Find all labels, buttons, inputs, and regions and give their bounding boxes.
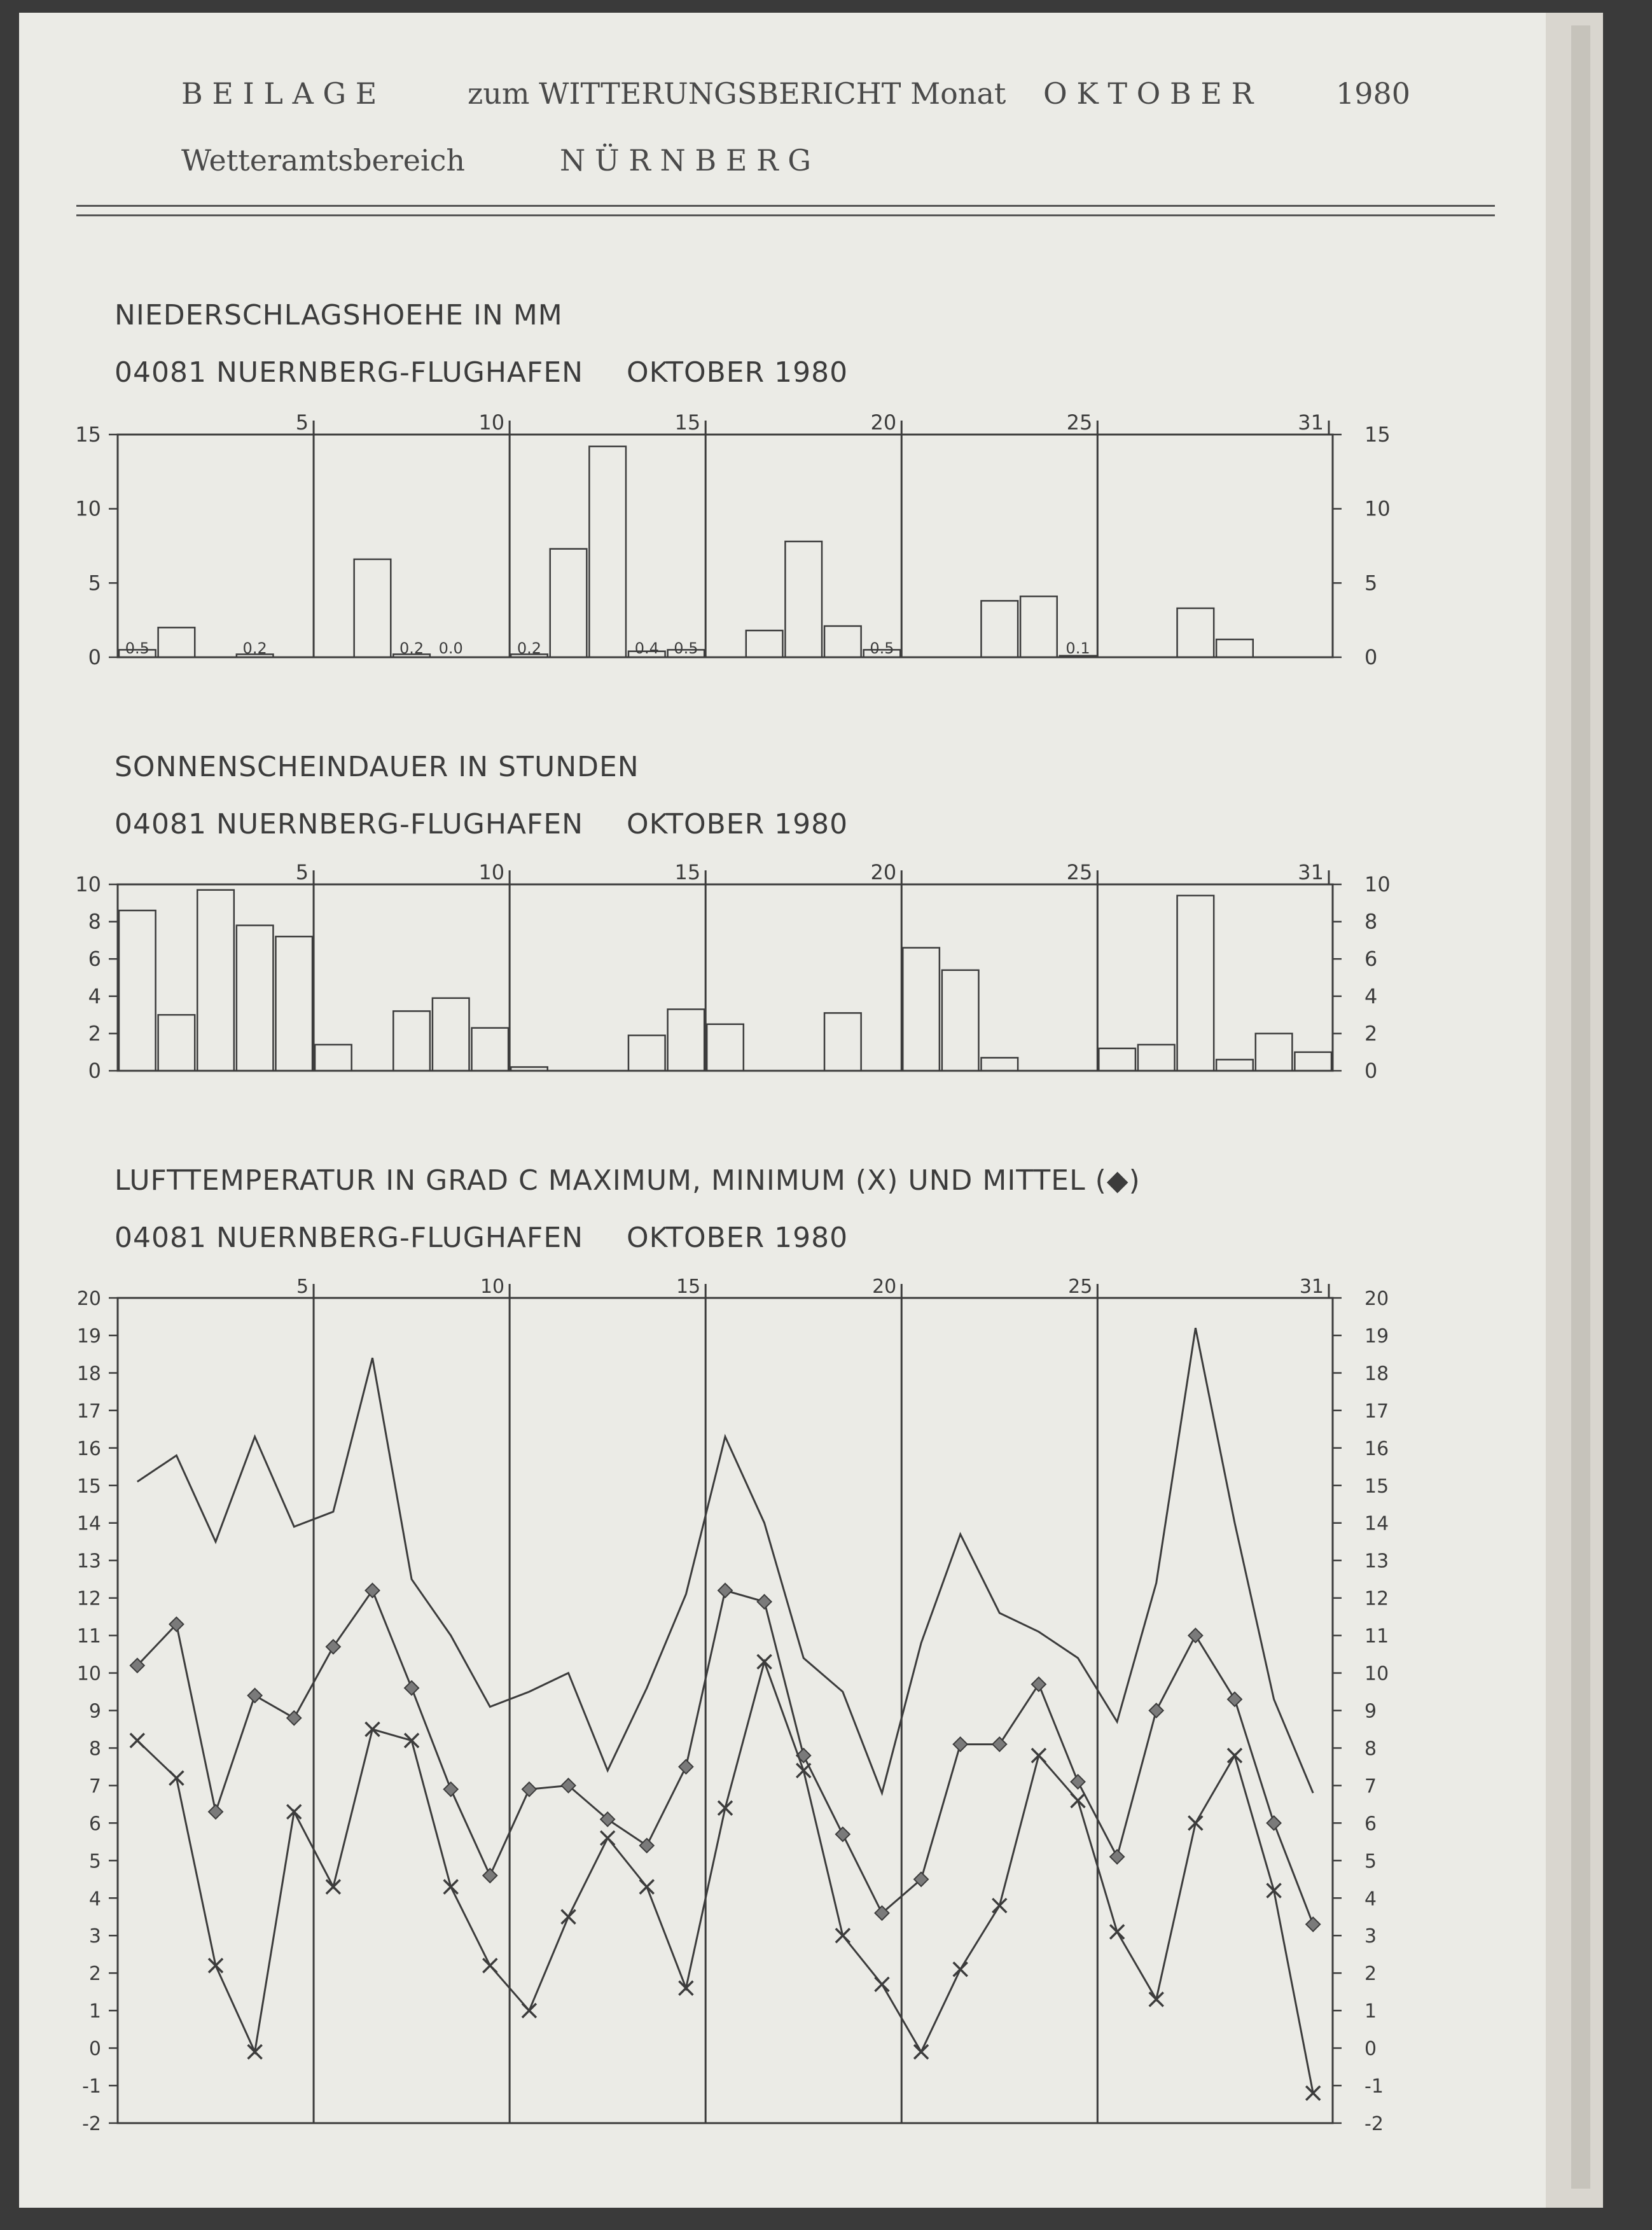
y-tick-label-left: 13 bbox=[76, 1550, 101, 1573]
sunshine-station: 04081 NUERNBERG-FLUGHAFEN bbox=[115, 808, 584, 840]
point-minimum-day-7 bbox=[365, 1722, 379, 1736]
bar-day-29 bbox=[1216, 1059, 1253, 1071]
bar-day-17 bbox=[746, 631, 783, 657]
point-mittel-day-31 bbox=[1306, 1918, 1320, 1932]
point-mittel-day-14 bbox=[640, 1839, 654, 1853]
x-tick-label-20: 20 bbox=[870, 410, 897, 435]
y-tick-label-right: 5 bbox=[1364, 571, 1378, 596]
point-mittel-day-15 bbox=[679, 1760, 693, 1774]
point-mittel-day-29 bbox=[1228, 1692, 1242, 1706]
y-tick-label-left: 10 bbox=[75, 872, 101, 896]
y-tick-label-left: 4 bbox=[88, 984, 101, 1008]
bar-day-27 bbox=[1138, 1045, 1175, 1071]
point-minimum-day-28 bbox=[1188, 1816, 1202, 1830]
bar-day-23 bbox=[981, 601, 1018, 657]
y-tick-label-right: 0 bbox=[1364, 1059, 1378, 1083]
y-tick-label-left: 2 bbox=[88, 1021, 101, 1046]
x-tick-label-20: 20 bbox=[872, 1276, 897, 1298]
y-tick-label-left: 6 bbox=[88, 1813, 101, 1836]
chart-0-frame bbox=[75, 410, 1390, 669]
y-tick-label-right: 4 bbox=[1364, 984, 1378, 1008]
bar-day-12 bbox=[550, 549, 587, 657]
y-tick-label-left: -1 bbox=[82, 2075, 101, 2098]
y-tick-label-right: 4 bbox=[1364, 1888, 1377, 1911]
point-minimum-day-25 bbox=[1071, 1794, 1085, 1808]
x-tick-label-5: 5 bbox=[295, 860, 309, 884]
y-tick-label-right: 13 bbox=[1364, 1550, 1389, 1573]
y-tick-label-right: 7 bbox=[1364, 1775, 1377, 1798]
y-tick-label-right: 6 bbox=[1364, 947, 1378, 972]
y-tick-label-right: 16 bbox=[1364, 1437, 1389, 1460]
point-minimum-day-13 bbox=[600, 1831, 614, 1845]
point-mittel-day-25 bbox=[1071, 1775, 1085, 1789]
point-mittel-day-26 bbox=[1110, 1850, 1124, 1864]
bar-day-10 bbox=[472, 1028, 509, 1071]
temperature-title: LUFTTEMPERATUR IN GRAD C MAXIMUM, MINIMUM (X) UND MITTEL (◆) bbox=[115, 1164, 1141, 1197]
bar-value-label-day-11: 0.2 bbox=[517, 639, 542, 657]
y-tick-label-right: 14 bbox=[1364, 1512, 1389, 1535]
point-mittel-day-10 bbox=[483, 1869, 497, 1883]
bar-day-8 bbox=[393, 1011, 430, 1071]
y-tick-label-left: 2 bbox=[88, 1963, 101, 1986]
x-tick-label-15: 15 bbox=[676, 1276, 701, 1298]
bar-value-label-day-4: 0.2 bbox=[242, 639, 267, 657]
point-minimum-day-10 bbox=[483, 1958, 497, 1972]
y-tick-label-left: 16 bbox=[76, 1437, 101, 1460]
bar-day-15 bbox=[668, 1009, 705, 1071]
bar-day-4 bbox=[237, 925, 274, 1071]
bar-value-label-day-15: 0.5 bbox=[674, 639, 698, 657]
point-minimum-day-18 bbox=[796, 1764, 810, 1778]
point-minimum-day-19 bbox=[836, 1928, 850, 1942]
point-minimum-day-12 bbox=[562, 1910, 576, 1924]
y-tick-label-left: 10 bbox=[75, 496, 101, 521]
bar-day-28 bbox=[1177, 608, 1214, 657]
bar-value-label-day-20: 0.5 bbox=[870, 639, 894, 657]
bar-day-7 bbox=[354, 559, 391, 657]
bar-day-13 bbox=[589, 447, 626, 657]
bar-day-30 bbox=[1256, 1033, 1293, 1071]
y-tick-label-right: 0 bbox=[1364, 2038, 1377, 2061]
bar-day-11 bbox=[511, 1067, 548, 1071]
y-tick-label-right: 9 bbox=[1364, 1700, 1377, 1723]
x-tick-label-25: 25 bbox=[1068, 1276, 1093, 1298]
point-mittel-day-4 bbox=[248, 1689, 262, 1703]
y-tick-label-left: 3 bbox=[88, 1925, 101, 1948]
x-tick-label-15: 15 bbox=[674, 860, 701, 884]
y-tick-label-left: 6 bbox=[88, 947, 101, 972]
point-mittel-day-30 bbox=[1267, 1816, 1281, 1830]
bar-day-18 bbox=[785, 541, 822, 657]
point-mittel-day-27 bbox=[1149, 1704, 1163, 1718]
temperature-station: 04081 NUERNBERG-FLUGHAFEN bbox=[115, 1222, 584, 1254]
bar-day-31 bbox=[1295, 1052, 1331, 1071]
bar-value-label-day-8: 0.2 bbox=[399, 639, 424, 657]
header-city: N Ü R N B E R G bbox=[560, 143, 812, 178]
point-mittel-day-11 bbox=[522, 1782, 536, 1796]
point-mittel-day-24 bbox=[1032, 1677, 1046, 1691]
x-tick-label-25: 25 bbox=[1066, 410, 1093, 435]
point-mittel-day-28 bbox=[1188, 1629, 1202, 1643]
x-tick-label-31: 31 bbox=[1299, 1276, 1324, 1298]
bar-value-label-day-1: 0.5 bbox=[125, 639, 149, 657]
point-minimum-day-24 bbox=[1032, 1748, 1046, 1762]
y-tick-label-left: 18 bbox=[76, 1362, 101, 1385]
y-tick-label-right: 8 bbox=[1364, 909, 1378, 934]
point-mittel-day-23 bbox=[992, 1738, 1006, 1752]
x-tick-label-10: 10 bbox=[478, 410, 505, 435]
y-tick-label-right: 5 bbox=[1364, 1850, 1377, 1873]
point-mittel-day-3 bbox=[209, 1805, 223, 1819]
bar-day-19 bbox=[824, 1013, 861, 1071]
bar-day-26 bbox=[1099, 1049, 1135, 1071]
point-mittel-day-6 bbox=[326, 1640, 340, 1654]
y-tick-label-right: 15 bbox=[1364, 1475, 1389, 1498]
precip-title: NIEDERSCHLAGSHOEHE IN MM bbox=[115, 299, 563, 331]
y-tick-label-left: 11 bbox=[76, 1625, 101, 1648]
x-tick-label-15: 15 bbox=[674, 410, 701, 435]
chart-1-bars bbox=[119, 890, 1331, 1071]
y-tick-label-left: 7 bbox=[88, 1775, 101, 1798]
point-mittel-day-22 bbox=[954, 1738, 968, 1752]
bar-value-label-day-9: 0.0 bbox=[438, 639, 463, 657]
x-tick-label-20: 20 bbox=[870, 860, 897, 884]
point-minimum-day-23 bbox=[992, 1899, 1006, 1913]
point-minimum-day-6 bbox=[326, 1880, 340, 1894]
bar-day-2 bbox=[158, 1015, 195, 1071]
y-tick-label-right: 20 bbox=[1364, 1288, 1389, 1310]
sunshine-period: OKTOBER 1980 bbox=[627, 808, 849, 840]
point-minimum-day-29 bbox=[1228, 1748, 1242, 1762]
y-tick-label-left: 4 bbox=[88, 1888, 101, 1911]
bar-day-22 bbox=[942, 970, 979, 1071]
y-tick-label-right: -2 bbox=[1364, 2113, 1384, 2135]
y-tick-label-left: 15 bbox=[76, 1475, 101, 1498]
y-tick-label-left: 9 bbox=[88, 1700, 101, 1723]
bar-day-2 bbox=[158, 627, 195, 657]
precip-station: 04081 NUERNBERG-FLUGHAFEN bbox=[115, 356, 584, 389]
y-tick-label-left: 5 bbox=[88, 571, 101, 596]
y-tick-label-right: 12 bbox=[1364, 1587, 1389, 1610]
bar-day-16 bbox=[707, 1024, 744, 1071]
y-tick-label-left: 12 bbox=[76, 1587, 101, 1610]
header-month: O K T O B E R bbox=[1043, 76, 1254, 111]
point-mittel-day-7 bbox=[365, 1584, 379, 1598]
y-tick-label-right: -1 bbox=[1364, 2075, 1384, 2098]
x-tick-label-31: 31 bbox=[1298, 860, 1324, 884]
y-tick-label-right: 18 bbox=[1364, 1362, 1389, 1385]
point-minimum-day-21 bbox=[914, 2045, 928, 2059]
x-tick-label-10: 10 bbox=[478, 860, 505, 884]
y-tick-label-left: -2 bbox=[82, 2113, 101, 2135]
y-tick-label-right: 19 bbox=[1364, 1325, 1389, 1348]
y-tick-label-left: 19 bbox=[76, 1325, 101, 1348]
y-tick-label-left: 15 bbox=[75, 422, 101, 447]
point-minimum-day-20 bbox=[875, 1977, 889, 1991]
y-tick-label-left: 14 bbox=[76, 1512, 101, 1535]
bar-day-23 bbox=[981, 1057, 1018, 1071]
y-tick-label-right: 2 bbox=[1364, 1021, 1378, 1046]
point-mittel-day-5 bbox=[287, 1711, 301, 1725]
point-minimum-day-26 bbox=[1110, 1925, 1124, 1939]
point-minimum-day-16 bbox=[718, 1801, 732, 1815]
y-tick-label-right: 1 bbox=[1364, 2000, 1377, 2023]
y-tick-label-right: 10 bbox=[1364, 496, 1391, 521]
y-tick-label-left: 5 bbox=[88, 1850, 101, 1873]
y-tick-label-left: 10 bbox=[76, 1662, 101, 1685]
bar-day-9 bbox=[433, 998, 469, 1071]
x-tick-label-5: 5 bbox=[296, 1276, 309, 1298]
bar-day-24 bbox=[1020, 596, 1057, 657]
point-mittel-day-9 bbox=[444, 1782, 458, 1796]
point-minimum-day-11 bbox=[522, 2004, 536, 2017]
header-witterungsbericht: zum WITTERUNGSBERICHT Monat bbox=[468, 76, 1006, 111]
y-tick-label-right: 17 bbox=[1364, 1400, 1389, 1423]
bar-day-21 bbox=[903, 948, 940, 1071]
y-tick-label-right: 15 bbox=[1364, 422, 1391, 447]
bar-value-label-day-25: 0.1 bbox=[1065, 639, 1090, 657]
y-tick-label-left: 0 bbox=[88, 645, 101, 669]
point-minimum-day-22 bbox=[954, 1962, 968, 1976]
y-tick-label-right: 6 bbox=[1364, 1813, 1377, 1836]
x-tick-label-31: 31 bbox=[1298, 410, 1324, 435]
point-minimum-day-8 bbox=[405, 1734, 419, 1748]
y-tick-label-left: 8 bbox=[88, 909, 101, 934]
y-tick-label-right: 2 bbox=[1364, 1963, 1377, 1986]
y-tick-label-left: 0 bbox=[88, 2038, 101, 2061]
sunshine-title: SONNENSCHEINDAUER IN STUNDEN bbox=[115, 751, 639, 783]
bar-day-28 bbox=[1177, 896, 1214, 1071]
plot-area-border bbox=[118, 435, 1333, 657]
y-tick-label-right: 8 bbox=[1364, 1738, 1377, 1760]
y-tick-label-left: 8 bbox=[88, 1738, 101, 1760]
plot-area-border bbox=[118, 884, 1333, 1071]
y-tick-label-left: 0 bbox=[88, 1059, 101, 1083]
x-tick-label-10: 10 bbox=[480, 1276, 505, 1298]
bar-day-14 bbox=[628, 1035, 665, 1071]
x-tick-label-5: 5 bbox=[295, 410, 309, 435]
point-minimum-day-15 bbox=[679, 1981, 693, 1995]
point-mittel-day-17 bbox=[758, 1595, 772, 1609]
point-minimum-day-3 bbox=[209, 1958, 223, 1972]
bar-day-3 bbox=[197, 890, 234, 1071]
point-minimum-day-2 bbox=[169, 1771, 183, 1785]
bar-day-1 bbox=[119, 910, 156, 1071]
header-year: 1980 bbox=[1336, 76, 1411, 111]
point-minimum-day-9 bbox=[444, 1880, 458, 1894]
bar-day-19 bbox=[824, 626, 861, 657]
precip-period: OKTOBER 1980 bbox=[627, 356, 849, 389]
header-beilage: B E I L A G E bbox=[181, 76, 377, 111]
point-minimum-day-14 bbox=[640, 1880, 654, 1894]
chart-0-bars bbox=[119, 447, 1253, 657]
point-minimum-day-1 bbox=[130, 1734, 144, 1748]
y-tick-label-right: 10 bbox=[1364, 872, 1391, 896]
y-tick-label-right: 10 bbox=[1364, 1662, 1389, 1685]
y-tick-label-right: 3 bbox=[1364, 1925, 1377, 1948]
y-tick-label-right: 11 bbox=[1364, 1625, 1389, 1648]
bar-value-label-day-14: 0.4 bbox=[634, 639, 659, 657]
point-minimum-day-27 bbox=[1149, 1992, 1163, 2006]
y-tick-label-left: 20 bbox=[76, 1288, 101, 1310]
y-tick-label-left: 17 bbox=[76, 1400, 101, 1423]
y-tick-label-right: 0 bbox=[1364, 645, 1378, 669]
point-minimum-day-17 bbox=[758, 1655, 772, 1669]
bar-day-6 bbox=[315, 1045, 352, 1071]
y-tick-label-left: 1 bbox=[88, 2000, 101, 2023]
point-mittel-day-16 bbox=[718, 1584, 732, 1598]
header-wetteramtsbereich: Wetteramtsbereich bbox=[181, 143, 466, 178]
point-mittel-day-19 bbox=[836, 1827, 850, 1841]
bar-day-29 bbox=[1216, 639, 1253, 657]
temperature-period: OKTOBER 1980 bbox=[627, 1222, 849, 1254]
point-mittel-day-8 bbox=[405, 1681, 419, 1695]
series-minimum bbox=[130, 1655, 1320, 2100]
bar-day-5 bbox=[275, 937, 312, 1071]
x-tick-label-25: 25 bbox=[1066, 860, 1093, 884]
